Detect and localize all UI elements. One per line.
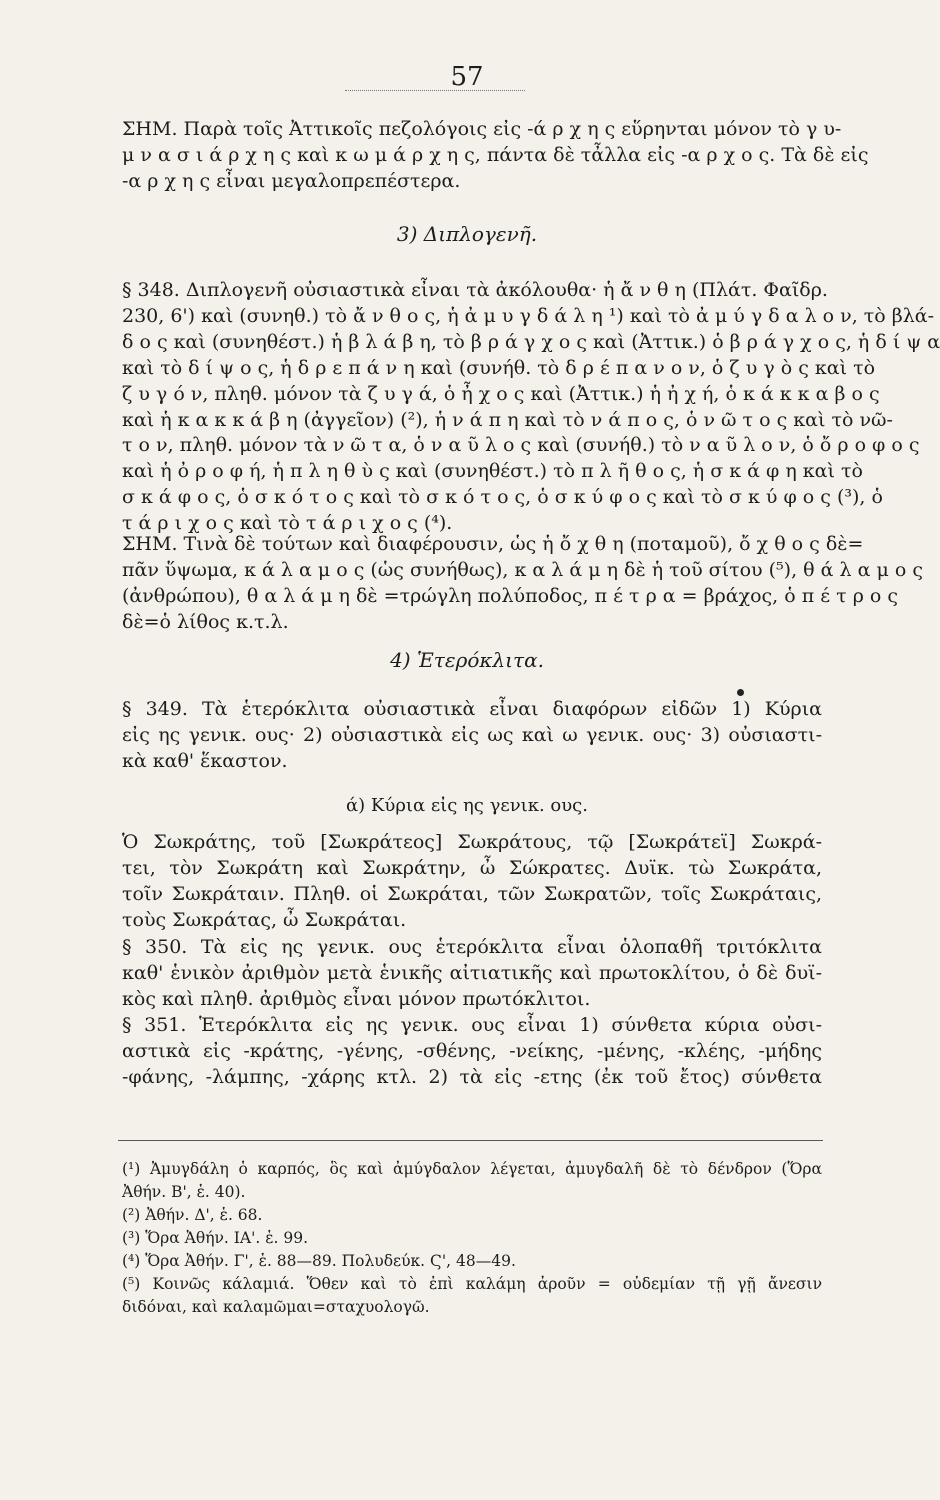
footnote-rule xyxy=(118,1140,823,1141)
text-line: δὲ=ὁ λίθος κ.τ.λ. xyxy=(122,610,289,633)
text-line: δ ο ς καὶ (συνηθέστ.) ἡ β λ ά β η, τὸ β ρ ά γ χ ο ς καὶ (Ἀττικ.) ὁ β ρ ά γ χ ο ς, ἡ δ ί ψ α xyxy=(122,330,940,353)
text-line: § 350. Τὰ εἰς ης γενικ. ους ἑτερόκλιτα εἶναι ὁλοπαθῆ τριτόκλιτα xyxy=(122,936,822,958)
text-line: καὶ ἡ ὀ ρ ο φ ή, ἡ π λ η θ ὺ ς καὶ (συνηθέστ.) τὸ π λ ῆ θ ο ς, ἡ σ κ ά φ η καὶ τὸ xyxy=(122,460,863,483)
text-line: κὸς καὶ πληθ. ἀριθμὸς εἶναι μόνον πρωτόκλιτοι. xyxy=(122,987,591,1010)
text-line: καὶ ἡ κ α κ κ ά β η (ἀγγεῖον) (²), ἡ ν ά π η καὶ τὸ ν ά π ο ς, ὁ ν ῶ τ ο ς καὶ τὸ νῶ- xyxy=(122,408,893,431)
text-line: τ ο ν, πληθ. μόνον τὰ ν ῶ τ α, ὁ ν α ῦ λ ο ς καὶ (συνήθ.) τὸ ν α ῦ λ ο ν, ὁ ὄ ρ ο φ ο ς xyxy=(122,434,920,457)
text-line: § 349. Τὰ ἑτερόκλιτα οὐσιαστικὰ εἶναι διαφόρων εἰδῶν 1) Κύρια xyxy=(122,698,822,720)
text-line: τει, τὸν Σωκράτη καὶ Σωκράτην, ὦ Σώκρατες. Δυϊκ. τὼ Σωκράτα, xyxy=(122,856,822,879)
paragraph-349 xyxy=(122,697,822,775)
footnote-line: (³) Ὅρα Ἀθήν. ΙΑ'. ἑ. 99. xyxy=(122,1229,309,1247)
text-line: -α ρ χ η ς εἶναι μεγαλοπρεπέστερα. xyxy=(122,169,461,192)
text-line: ΣΗΜ. Παρὰ τοῖς Ἀττικοῖς πεζολόγοις εἰς -ά ρ χ η ς εὕρηνται μόνον τὸ γ υ- xyxy=(122,118,842,140)
page-number: 57 xyxy=(450,62,484,92)
text-line: σ κ ά φ ο ς, ὁ σ κ ό τ ο ς καὶ τὸ σ κ ό τ ο ς, ὁ σ κ ύ φ ο ς καὶ τὸ σ κ ύ φ ο ς (³), ὁ xyxy=(122,486,883,509)
text-line: ΣΗΜ. Τινὰ δὲ τούτων καὶ διαφέρουσιν, ὡς ἡ ὄ χ θ η (ποταμοῦ), ὄ χ θ ο ς δὲ= xyxy=(122,533,864,555)
text-line: εἰς ης γενικ. ους· 2) οὐσιαστικὰ εἰς ως καὶ ω γενικ. ους· 3) οὐσιαστι- xyxy=(122,723,822,746)
text-line: πᾶν ὕψωμα, κ ά λ α μ ο ς (ὡς συνήθως), κ α λ ά μ η δὲ ἡ τοῦ σίτου (⁵), θ ά λ α μ ο ς xyxy=(122,558,923,581)
text-line: τ ά ρ ι χ ο ς καὶ τὸ τ ά ρ ι χ ο ς (⁴). xyxy=(122,512,453,535)
ink-dot xyxy=(737,689,744,696)
text-line: 230, 6') καὶ (συνηθ.) τὸ ἄ ν θ ο ς, ἡ ἀ μ υ γ δ ά λ η ¹) καὶ τὸ ἀ μ ύ γ δ α λ ο ν, τὸ βλά- xyxy=(122,304,935,327)
footnote-line: Ἀθήν. Β', ἑ. 40). xyxy=(122,1183,246,1201)
footnote-line: (⁴) Ὅρα Ἀθήν. Γ', ἑ. 88—89. Πολυδεύκ. Ϛ', 48—49. xyxy=(122,1252,516,1270)
text-line: τοὺς Σωκράτας, ὦ Σωκράται. xyxy=(122,908,407,931)
text-line: § 348. Διπλογενῆ οὐσιαστικὰ εἶναι τὰ ἀκόλουθα· ἡ ἄ ν θ η (Πλάτ. Φαῖδρ. xyxy=(122,279,828,301)
header-rule xyxy=(345,90,525,91)
text-line: (ἀνθρώπου), θ α λ ά μ η δὲ =τρώγλη πολύποδος, π έ τ ρ α = βράχος, ὁ π έ τ ρ ο ς xyxy=(122,584,899,607)
text-line: καθ' ἑνικὸν ἀριθμὸν μετὰ ἑνικῆς αἰτιατικῆς καὶ πρωτοκλίτου, ὁ δὲ δυϊ- xyxy=(122,961,822,984)
note-heterogene xyxy=(122,532,923,636)
paragraph-348 xyxy=(122,278,940,537)
subheading-kyria: ά) Κύρια εἰς ης γενικ. ους. xyxy=(346,795,588,816)
section-heading-diplogene: 3) Διπλογενῆ. xyxy=(396,222,538,246)
text-line: μ ν α σ ι ά ρ χ η ς καὶ κ ω μ ά ρ χ η ς, πάντα δὲ τἆλλα εἰς -α ρ χ ο ς. Τὰ δὲ εἰς xyxy=(122,143,869,166)
text-line: § 351. Ἑτερόκλιτα εἰς ης γενικ. ους εἶναι 1) σύνθετα κύρια οὐσι- xyxy=(122,1014,822,1036)
footnote-line: (⁵) Κοινῶς κάλαμιά. Ὅθεν καὶ τὸ ἐπὶ καλάμη ἀροῦν = οὐδεμίαν τῇ γῇ ἄνεσιν xyxy=(122,1275,822,1293)
footnotes xyxy=(122,1158,822,1319)
text-line: -φάνης, -λάμπης, -χάρης κτλ. 2) τὰ εἰς -ετης (ἐκ τοῦ ἔτος) σύνθετα xyxy=(122,1065,822,1088)
text-line: Ὁ Σωκράτης, τοῦ [Σωκράτεος] Σωκράτους, τῷ [Σωκράτεϊ] Σωκρά- xyxy=(122,831,822,853)
text-line: κὰ καθ' ἕκαστον. xyxy=(122,749,288,772)
footnote-line: (²) Ἀθήν. Δ', ἑ. 68. xyxy=(122,1206,263,1224)
text-line: αστικὰ εἰς -κράτης, -γένης, -σθένης, -νείκης, -μένης, -κλέης, -μήδης xyxy=(122,1039,822,1062)
paragraph-350 xyxy=(122,935,822,1013)
section-heading-heteroklita: 4) Ἑτερόκλιτα. xyxy=(390,648,544,672)
note-archai xyxy=(122,117,869,195)
paragraph-351 xyxy=(122,1013,822,1091)
text-line: καὶ τὸ δ ί ψ ο ς, ἡ δ ρ ε π ά ν η καὶ (συνήθ. τὸ δ ρ έ π α ν ο ν, ὁ ζ υ γ ὸ ς καὶ τὸ xyxy=(122,356,876,379)
text-line: ζ υ γ ό ν, πληθ. μόνον τὰ ζ υ γ ά, ὁ ἦ χ ο ς καὶ (Ἀττικ.) ἡ ἠ χ ή, ὁ κ ά κ κ α β ο ς xyxy=(122,382,880,405)
text-line: τοῖν Σωκράταιν. Πληθ. οἱ Σωκράται, τῶν Σωκρατῶν, τοῖς Σωκράταις, xyxy=(122,882,822,905)
paragraph-socrates xyxy=(122,830,822,934)
footnote-line: (¹) Ἀμυγδάλη ὁ καρπός, ὃς καὶ ἀμύγδαλον λέγεται, ἀμυγδαλῆ δὲ τὸ δένδρον (Ὅρα xyxy=(122,1160,822,1178)
footnote-line: διδόναι, καὶ καλαμῶμαι=σταχυολογῶ. xyxy=(122,1298,430,1316)
